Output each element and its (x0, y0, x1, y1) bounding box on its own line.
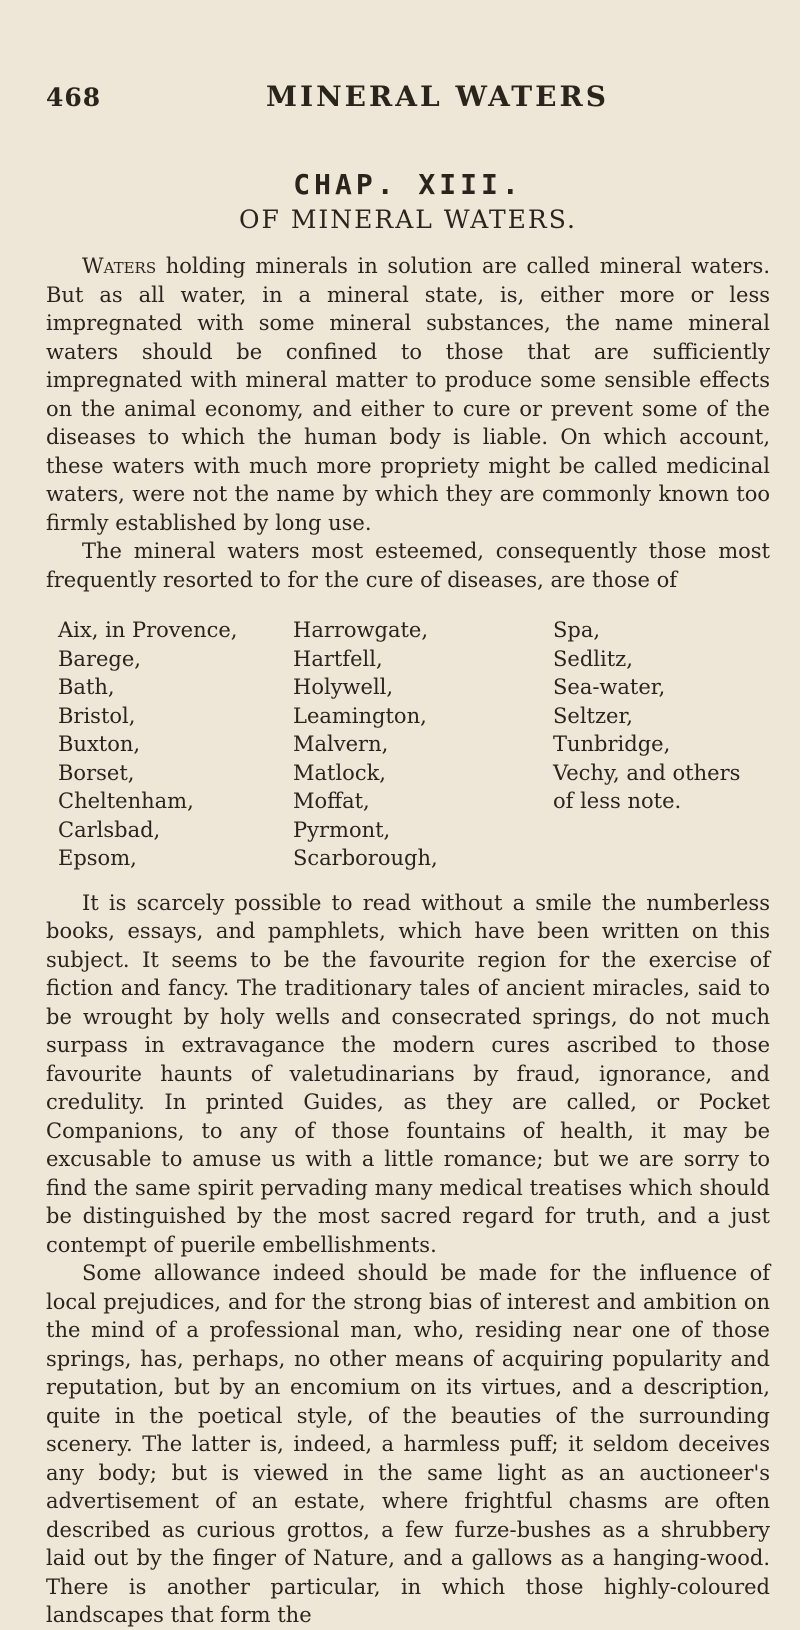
spa-name: Vechy, and others (553, 760, 741, 785)
spa-name: Holywell, (293, 675, 394, 699)
paragraph-1 (46, 252, 770, 537)
spa-name: Harrowgate, (293, 618, 429, 642)
spa-list (58, 616, 770, 873)
chapter-number: CHAP. XIII. (293, 168, 523, 201)
spa-name: Leamington, (293, 703, 427, 728)
spa-name: Scarborough, (293, 846, 438, 870)
spa-name: Aix, in Provence, (58, 618, 238, 642)
spa-name: Sea-water, (553, 675, 666, 699)
spa-name: Matlock, (293, 760, 386, 785)
spa-name: Tunbridge, (553, 732, 671, 756)
spa-name: Barege, (58, 646, 141, 671)
spa-name: Pyrmont, (293, 817, 391, 842)
spa-name: of less note. (553, 789, 682, 813)
spa-column-1 (58, 616, 293, 873)
chapter-title: OF MINERAL WATERS. (239, 205, 577, 234)
spa-name: Borset, (58, 760, 135, 785)
spa-name: Cheltenham, (58, 789, 194, 813)
spa-name: Moffat, (293, 789, 370, 813)
paragraph-4: Some allowance indeed should be made for the influence of local prejudices, and for the strong bias of interest and ambition on the mind of a professional man, who, residing near one of those springs, has, perhaps, no other means of acquiring popularity and reputation, but by an encomium on its virtues, and a description, quite in the poetical style, of the beauties of the surrounding scenery. The latter is, indeed, a harmless puff; it seldom deceives any body; but is viewed in the same light as an auctioneer's advertisement of an estate, where frightful chasms are often described as curious grottos, a few furze-bushes as a shrubbery laid out by the finger of Nature, and a gallows as a hanging-wood. There is another particular, in which those highly-coloured landscapes that form the (46, 1261, 770, 1627)
running-head (46, 80, 770, 114)
running-title: MINERAL WATERS (266, 80, 609, 113)
spa-name: Malvern, (293, 732, 389, 756)
spa-name: Carlsbad, (58, 817, 161, 842)
paragraph-3: It is scarcely possible to read without a smile the numberless books, essays, and pamphlets, which have been written on this subject. It seems to be the favourite region for the exercise of fiction and fancy. The traditionary tales of ancient miracles, said to be wrought by holy wells and consecrated springs, do not much surpass in extravagance the modern cures ascribed to those favourite haunts of valetudinarians by fraud, ignorance, and credulity. In printed Guides, as they are called, or Pocket Companions, to any of those fountains of health, it may be excusable to amuse us with a little romance; but we are sorry to find the same spirit pervading many medical treatises which should be distinguished by the most sacred regard for truth, and a just contempt of puerile embellishments. (46, 890, 770, 1257)
spa-name: Seltzer, (553, 703, 633, 728)
spa-name: Bristol, (58, 703, 136, 728)
spa-name: Hartfell, (293, 646, 383, 671)
spa-name: Buxton, (58, 732, 141, 756)
paragraph-1-lead: Waters (82, 254, 157, 278)
spa-name: Bath, (58, 675, 115, 699)
spa-name: Spa, (553, 618, 601, 642)
spa-name: Epsom, (58, 846, 137, 870)
page-number: 468 (46, 83, 102, 112)
paragraph-1-text: holding minerals in solution are called mineral waters. But as all water, in a mineral state, is, either more or less impregnated with some mineral substances, the name mineral waters should be confined to those that are sufficiently impregnated with mineral matter to produce some sensible effects on the animal economy, and either to cure or prevent some of the diseases to which the human body is liable. On which account, these waters with much more propriety might be called medicinal waters, were not the name by which they are commonly known too firmly established by long use. (46, 254, 770, 535)
spa-column-2 (293, 616, 553, 873)
paragraph-2: The mineral waters most esteemed, consequently those most frequently resorted to for the cure of diseases, are those of (46, 539, 770, 592)
spa-name: Sedlitz, (553, 646, 633, 671)
spa-column-3 (553, 616, 770, 873)
